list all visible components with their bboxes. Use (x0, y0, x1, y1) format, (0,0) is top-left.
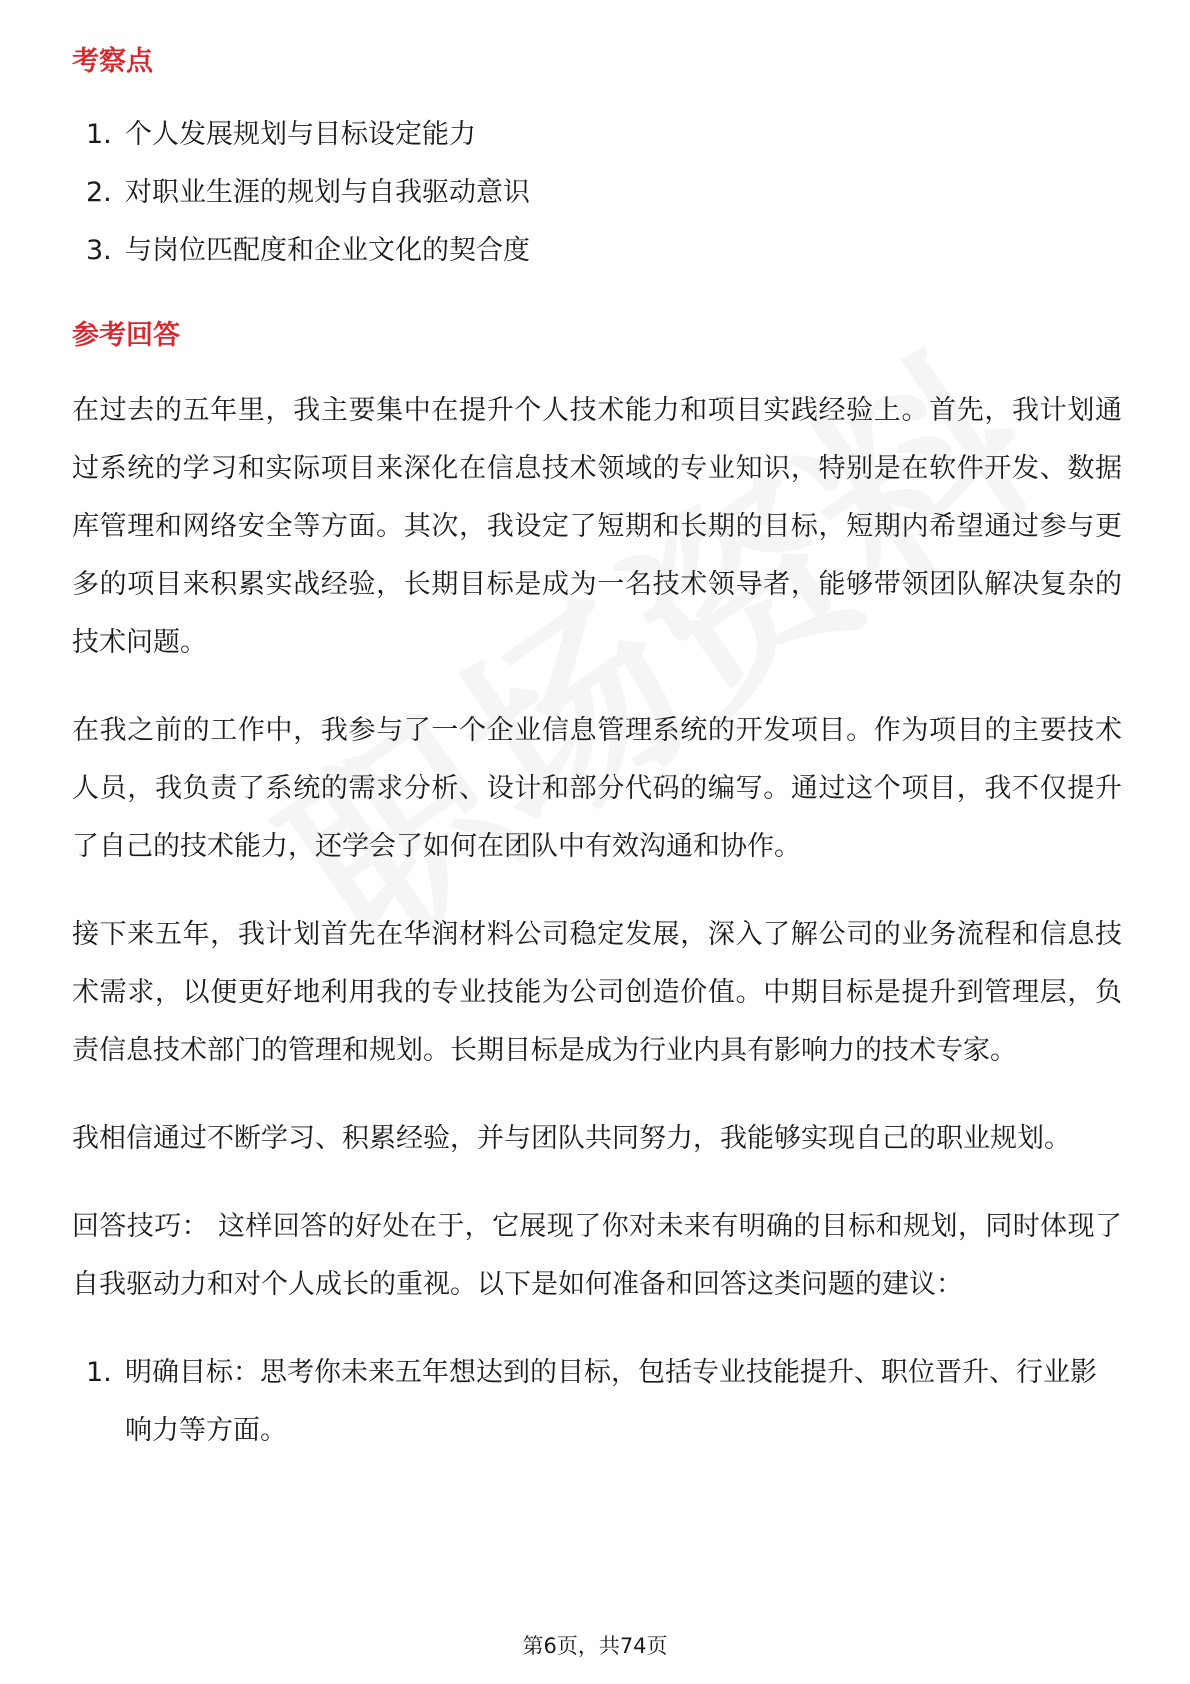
answer-tips-paragraph: 回答技巧： 这样回答的好处在于，它展现了你对未来有明确的目标和规划，同时体现了自我驱动力和对个人成长的重视。以下是如何准备和回答这类问题的建议： (72, 1211, 1122, 1300)
page-number-footer: 第6页，共74页 (522, 1634, 668, 1658)
answer-paragraph: 在过去的五年里，我主要集中在提升个人技术能力和项目实践经验上。首先，我计划通过系统的学习和实际项目来深化在信息技术领域的专业知识，特别是在软件开发、数据库管理和网络安全等方面。其次，我设定了短期和长期的目标，短期内希望通过参与更多的项目来积累实战经验，长期目标是成为一名技术领导者，能够带领团队解决复杂的技术问题。 (72, 395, 1122, 658)
answer-paragraph: 接下来五年，我计划首先在华润材料公司稳定发展，深入了解公司的业务流程和信息技术需求，以便更好地利用我的专业技能为公司创造价值。中期目标是提升到管理层，负责信息技术部门的管理和规划。长期目标是成为行业内具有影响力的技术专家。 (72, 919, 1122, 1066)
list-item (72, 164, 1122, 222)
list-item-text: 个人发展规划与目标设定能力 (125, 119, 476, 150)
document-page (72, 40, 1122, 1460)
key-points-list (72, 106, 1122, 280)
list-item-text: 与岗位匹配度和企业文化的契合度 (125, 235, 530, 266)
list-number: 1. (86, 119, 112, 150)
answer-paragraph: 在我之前的工作中，我参与了一个企业信息管理系统的开发项目。作为项目的主要技术人员，我负责了系统的需求分析、设计和部分代码的编写。通过这个项目，我不仅提升了自己的技术能力，还学会了如何在团队中有效沟通和协作。 (72, 715, 1122, 862)
section-heading-key-points: 考察点 (72, 46, 153, 77)
tips-list (72, 1344, 1122, 1460)
section-heading-reference-answer: 参考回答 (72, 320, 180, 351)
list-number: 1. (86, 1357, 112, 1388)
list-number: 2. (86, 177, 112, 208)
list-item (72, 106, 1122, 164)
list-item (72, 222, 1122, 280)
answer-paragraph: 我相信通过不断学习、积累经验，并与团队共同努力，我能够实现自己的职业规划。 (72, 1123, 1071, 1154)
list-item-text: 对职业生涯的规划与自我驱动意识 (125, 177, 530, 208)
list-number: 3. (86, 235, 112, 266)
list-item (72, 1344, 1122, 1460)
list-item-text: 明确目标：思考你未来五年想达到的目标，包括专业技能提升、职位晋升、行业影响力等方面。 (125, 1357, 1097, 1446)
